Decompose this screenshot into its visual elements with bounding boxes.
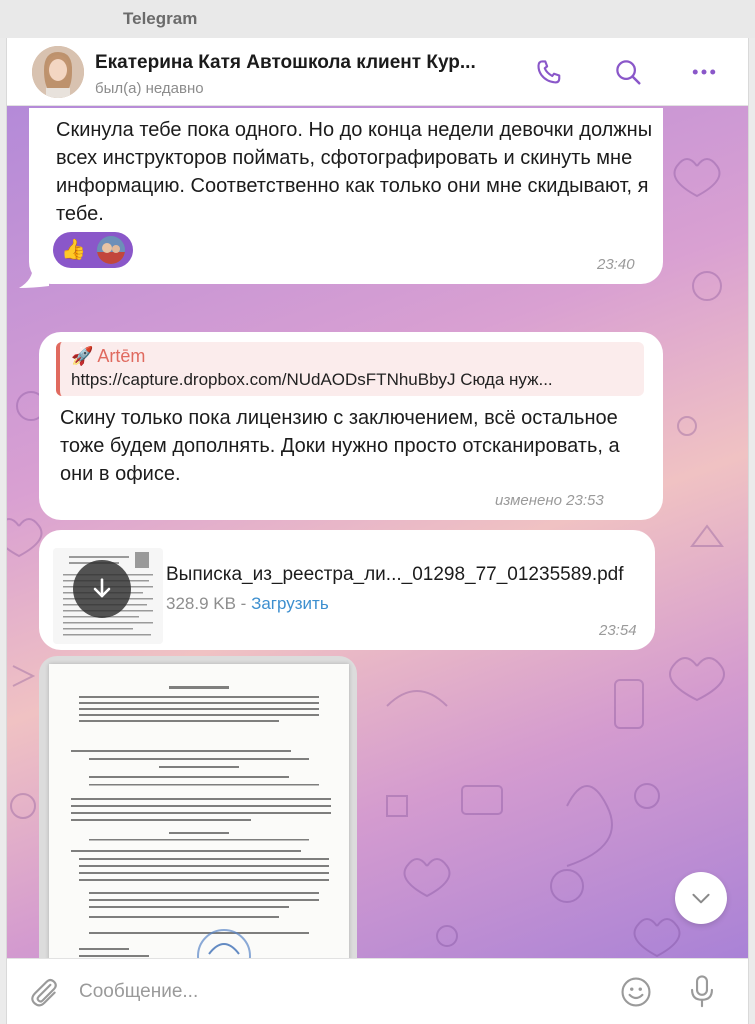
chat-name[interactable]: Екатерина Катя Автошкола клиент Кур... bbox=[95, 52, 476, 73]
message-bubble[interactable] bbox=[29, 108, 663, 284]
photo-message[interactable] bbox=[39, 656, 357, 958]
more-icon bbox=[689, 57, 719, 87]
message-text: Скину только пока лицензию с заключением, всё остальное тоже будем дополнять. Доки нужно просто отсканировать, а они в офисе. bbox=[60, 407, 620, 485]
paperclip-icon bbox=[27, 975, 61, 1009]
file-meta bbox=[166, 594, 329, 614]
scroll-down-button[interactable] bbox=[675, 872, 727, 924]
reply-quote[interactable] bbox=[56, 342, 644, 396]
voice-message-button[interactable] bbox=[685, 973, 719, 1011]
file-name[interactable]: Выписка_из_реестра_ли..._01298_77_01235589.pdf bbox=[166, 564, 624, 585]
reply-text: https://capture.dropbox.com/NUdAODsFTNhuBbyJ Сюда нуж... bbox=[71, 370, 553, 389]
document-photo[interactable] bbox=[49, 664, 349, 958]
file-message-bubble[interactable] bbox=[39, 530, 655, 650]
search-button[interactable] bbox=[610, 54, 646, 90]
call-button[interactable] bbox=[531, 54, 567, 90]
file-size: 328.9 KB bbox=[166, 594, 236, 613]
message-time: изменено 23:53 bbox=[495, 492, 604, 509]
reaction-badge[interactable] bbox=[53, 232, 133, 268]
chat-header bbox=[7, 38, 749, 106]
message-text: Скинула тебе пока одного. Но до конца недели девочки должны всех инструкторов поймать, сфотографировать и скинуть мне информацию. Соответственно как только они мне скидывают, я тебе. bbox=[56, 119, 653, 225]
avatar[interactable] bbox=[32, 46, 84, 98]
thumbs-up-reaction: 👍 bbox=[61, 239, 86, 261]
emoji-button[interactable] bbox=[619, 975, 653, 1009]
file-meta-separator: - bbox=[235, 594, 252, 613]
chat-status: был(а) недавно bbox=[95, 80, 204, 97]
chevron-down-icon bbox=[688, 885, 714, 911]
download-link[interactable]: Загрузить bbox=[251, 594, 329, 613]
microphone-icon bbox=[685, 973, 719, 1011]
message-input[interactable] bbox=[79, 977, 599, 1007]
phone-icon bbox=[534, 57, 564, 87]
app-title: Telegram bbox=[123, 9, 198, 28]
window-titlebar bbox=[0, 0, 755, 38]
message-bubble[interactable] bbox=[39, 332, 663, 520]
more-button[interactable] bbox=[686, 54, 722, 90]
message-composer bbox=[7, 958, 749, 1024]
download-button[interactable] bbox=[73, 560, 131, 618]
chat-area[interactable] bbox=[7, 106, 749, 958]
reactor-avatar bbox=[97, 236, 125, 264]
emoji-icon bbox=[619, 975, 653, 1009]
bubble-tail bbox=[19, 266, 49, 290]
message-time: 23:54 bbox=[599, 622, 637, 639]
attach-button[interactable] bbox=[27, 975, 61, 1009]
download-icon bbox=[88, 575, 116, 603]
reply-author: 🚀 Artēm bbox=[71, 346, 146, 366]
chat-window bbox=[6, 38, 749, 1024]
search-icon bbox=[613, 57, 643, 87]
message-time: 23:40 bbox=[597, 256, 635, 273]
